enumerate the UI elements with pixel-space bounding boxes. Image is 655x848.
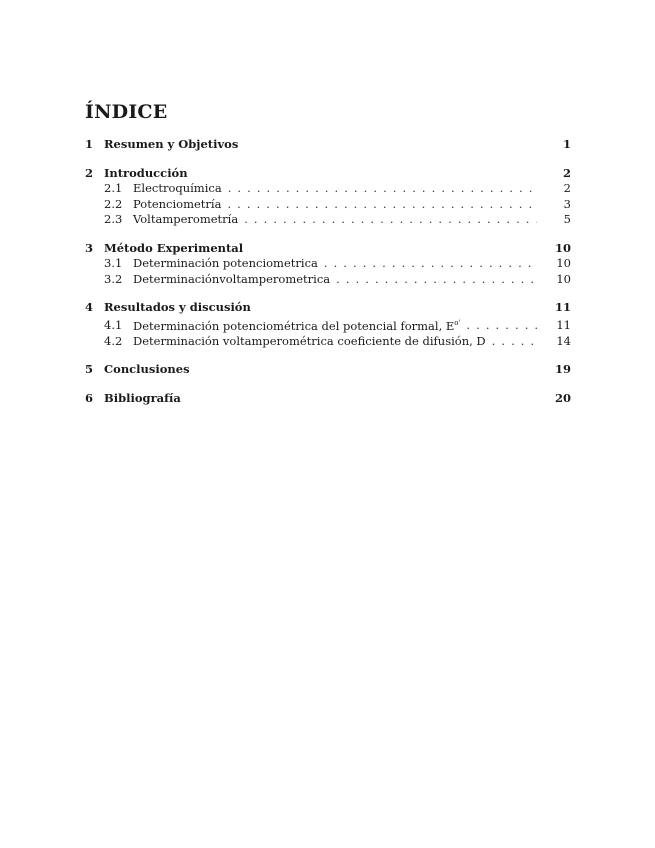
toc-section — [85, 300, 571, 349]
toc-entry[interactable] — [85, 137, 571, 153]
subsection-title: Potenciometría — [133, 196, 222, 211]
section-number: 4 — [85, 300, 94, 314]
page-number: 1 — [562, 137, 571, 151]
toc-section — [85, 362, 571, 378]
section-number: 3 — [85, 240, 94, 255]
leader-dots — [492, 334, 537, 350]
subsection-number: 4.1 — [104, 318, 123, 333]
leader-dots — [244, 212, 537, 228]
page-number: 11 — [556, 318, 571, 333]
page-number: 10 — [554, 240, 571, 255]
section-number: 5 — [85, 362, 94, 377]
toc-subentry[interactable] — [85, 181, 571, 197]
page-number: 3 — [563, 196, 571, 211]
toc-section — [85, 391, 571, 407]
toc-entry[interactable] — [85, 362, 571, 378]
section-title: Resultados y discusión — [104, 300, 251, 314]
section-number: 1 — [85, 137, 94, 151]
section-title: Introducción — [104, 165, 188, 180]
toc-section — [85, 166, 571, 228]
subsection-number: 2.1 — [104, 181, 123, 195]
leader-dots — [228, 181, 537, 197]
leader-dots — [336, 272, 537, 288]
toc-subentry[interactable] — [85, 316, 571, 334]
toc-title: ÍNDICE — [85, 101, 168, 123]
subsection-title: Electroquímica — [133, 181, 222, 195]
page-number: 10 — [556, 271, 571, 286]
leader-dots — [227, 197, 537, 213]
toc-subentry[interactable] — [85, 272, 571, 288]
table-of-contents — [85, 101, 571, 419]
leader-dots — [466, 318, 537, 334]
subsection-number: 3.2 — [104, 271, 123, 286]
leader-dots — [324, 256, 537, 272]
toc-section — [85, 241, 571, 288]
toc-subentry[interactable] — [85, 212, 571, 228]
section-number: 6 — [85, 390, 94, 405]
toc-subentry[interactable] — [85, 334, 571, 350]
toc-subentry[interactable] — [85, 197, 571, 213]
subsection-title: Determinación potenciometrica — [133, 256, 318, 270]
section-number: 2 — [85, 165, 94, 180]
subsection-number: 4.2 — [104, 333, 123, 348]
page-number: 19 — [554, 362, 571, 377]
section-title: Método Experimental — [104, 240, 244, 255]
page-number: 20 — [554, 390, 571, 405]
section-title: Resumen y Objetivos — [104, 137, 239, 151]
toc-entry[interactable] — [85, 300, 571, 316]
section-title: Conclusiones — [104, 362, 190, 377]
subsection-title: Determinaciónvoltamperometrica — [133, 271, 331, 286]
subsection-title: Determinación voltamperométrica coeficiente de difusión, D — [133, 333, 486, 348]
subsection-title: Determinación potenciométrica del potencial formal, $E^{o'}$ — [133, 318, 461, 333]
page-number: 5 — [563, 212, 571, 226]
page-number: 2 — [563, 181, 571, 195]
subsection-number: 2.2 — [104, 196, 123, 211]
toc-entry[interactable] — [85, 241, 571, 257]
toc-entry[interactable] — [85, 166, 571, 182]
subsection-number: 3.1 — [104, 256, 123, 270]
subsection-number: 2.3 — [104, 212, 123, 226]
page-number: 11 — [554, 300, 571, 314]
section-title: Bibliografía — [104, 390, 181, 405]
toc-entry[interactable] — [85, 391, 571, 407]
page-number: 2 — [562, 165, 571, 180]
formal-potential-superscript: o' — [454, 318, 461, 327]
page-number: 14 — [556, 333, 571, 348]
subsection-title: Voltamperometría — [133, 212, 239, 226]
page-number: 10 — [556, 256, 571, 270]
toc-subentry[interactable] — [85, 256, 571, 272]
toc-section — [85, 137, 571, 153]
